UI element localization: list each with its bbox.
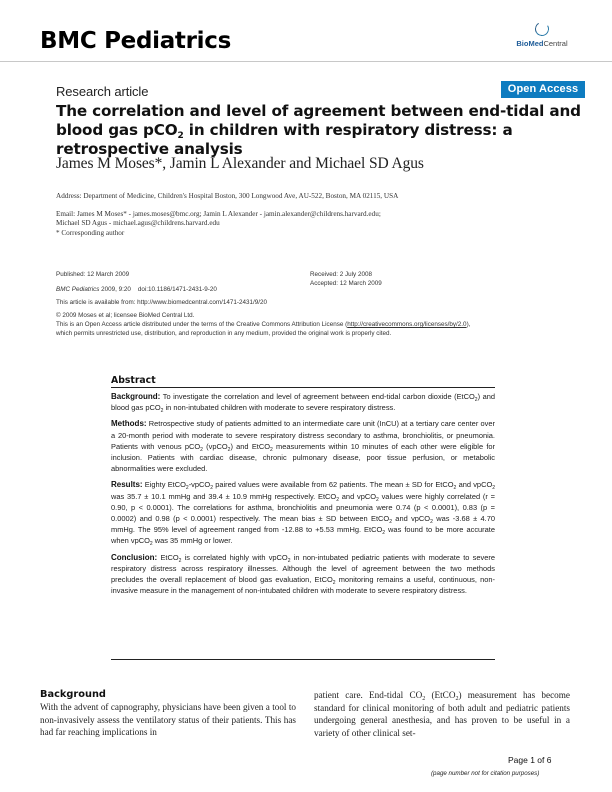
page-number-note: (page number not for citation purposes) [431,770,540,777]
abstract-divider [111,659,495,660]
email-line: Michael SD Agus - michael.agus@childrens.harvard.edu [56,219,220,227]
biomed-arc-icon [533,20,550,37]
abstract-methods: Methods: Retrospective study of patients admitted to an intermediate care unit (InCU) at a tertiary care center over a 20-month period with moderate to severe respiratory distress secondary to asthma, bronchiolitis, or pneumonia. Patients with venous pCO$_2$ (vpCO$_2$) and EtCO$_2$ measurements within 10 minutes of each other were eligible for inclusion. Patients with cardiac disease, chronic pulmonary disease, poor tissue perfusion, or metabolic abnormalities were excluded. [111,419,496,474]
author-emails [56,210,536,228]
article-title: The correlation and level of agreement between end-tidal and blood gas pCO$_2$ in children with respiratory distress: a retrospective analysis [56,102,581,158]
abstract-results: Results: Eighty EtCO$_2$-vpCO$_2$ paired values were available from 62 patients. The mean ± SD for EtCO$_2$ and vpCO$_2$ was 35.7 ± 10.1 mmHg and 39.4 ± 10.9 mmHg respectively. EtCO$_2$ and vpCO$_2$ values were highly correlated (r = 0.90, p < 0.0001). The correlations for asthma, bronchiolitis and pneumonia were 0.74 (p < 0.0001), 0.83 (p = 0.0002) and 0.98 (p < 0.0001) respectively. The mean bias ± SD between EtCO$_2$ and vpCO$_2$ was -3.68 ± 4.70 mmHg. The 95% level of agreement ranged from -12.88 to +5.53 mmHg. EtCO$_2$ was found to be more accurate when vpCO$_2$ was 35 mmHg or lower. [111,480,496,548]
publisher-name: BioMedCentral [516,39,568,48]
section-heading-background: Background [40,689,106,700]
published-date: Published: 12 March 2009 [56,271,130,278]
abstract-heading: Abstract [111,375,495,388]
abstract [111,375,495,596]
email-line: Email: James M Moses* - james.moses@bmc.org; Jamin L Alexander - jamin.alexander@childrens.harvard.edu; [56,210,381,218]
article-type: Research article [56,84,149,99]
author-address: Address: Department of Medicine, Children's Hospital Boston, 300 Longwood Ave, AU-522, Boston, MA 02115, USA [56,192,399,200]
copyright: © 2009 Moses et al; licensee BioMed Central Ltd. [56,312,195,319]
open-access-badge: Open Access [501,81,585,98]
license-text: This is an Open Access article distributed under the terms of the Creative Commons Attribution License (http://creativecommons.org/licenses/by/2.0), which permits unrestricted use, distribution, and reproduction in any medium, provided the original work is properly cited. [56,321,471,337]
article-url[interactable]: This article is available from: http://www.biomedcentral.com/1471-2431/9/20 [56,299,268,306]
page-number: Page 1 of 6 [508,755,552,765]
corresponding-author-note: * Corresponding author [56,229,125,237]
accepted-date: Accepted: 12 March 2009 [310,280,382,287]
received-date: Received: 2 July 2008 [310,271,372,278]
abstract-background: Background: To investigate the correlation and level of agreement between end-tidal carbon dioxide (EtCO$_2$) and blood gas pCO$_2$ in non-intubated children with moderate to severe respiratory distress. [111,392,496,415]
body-paragraph: With the advent of capnography, physicians have been given a tool to non-invasively assess the ventilatory status of their patients. This has had far reaching implications in [40,702,296,737]
citation: BMC Pediatrics 2009, 9:20 doi:10.1186/1471-2431-9-20 [56,286,217,293]
header-divider [0,61,612,62]
license-link[interactable]: http://creativecommons.org/licenses/by/2.0 [347,321,467,328]
body-paragraph: patient care. End-tidal $CO_2$ (EtCO$_2$) measurement has become standard for clinical monitoring of both adult and pediatric patients undergoing general anesthesia, and has proven to be useful in a variety of other clinical set- [314,690,570,738]
publisher-logo [502,22,582,58]
journal-title: BMC Pediatrics [40,28,231,54]
body-column-right [314,689,570,739]
abstract-conclusion: Conclusion: EtCO$_2$ is correlated highly with vpCO$_2$ in non-intubated pediatric patients with moderate to severe respiratory distress across respiratory illnesses. Although the level of agreement between the two methods precludes the overall replacement of blood gas evaluation, EtCO$_2$ monitoring remains a useful, continuous, non-invasive measure in the management of non-intubated children with moderate to severe respiratory distress. [111,552,495,596]
author-list: James M Moses*, Jamin L Alexander and Michael SD Agus [56,155,424,172]
body-column-left [40,689,296,739]
